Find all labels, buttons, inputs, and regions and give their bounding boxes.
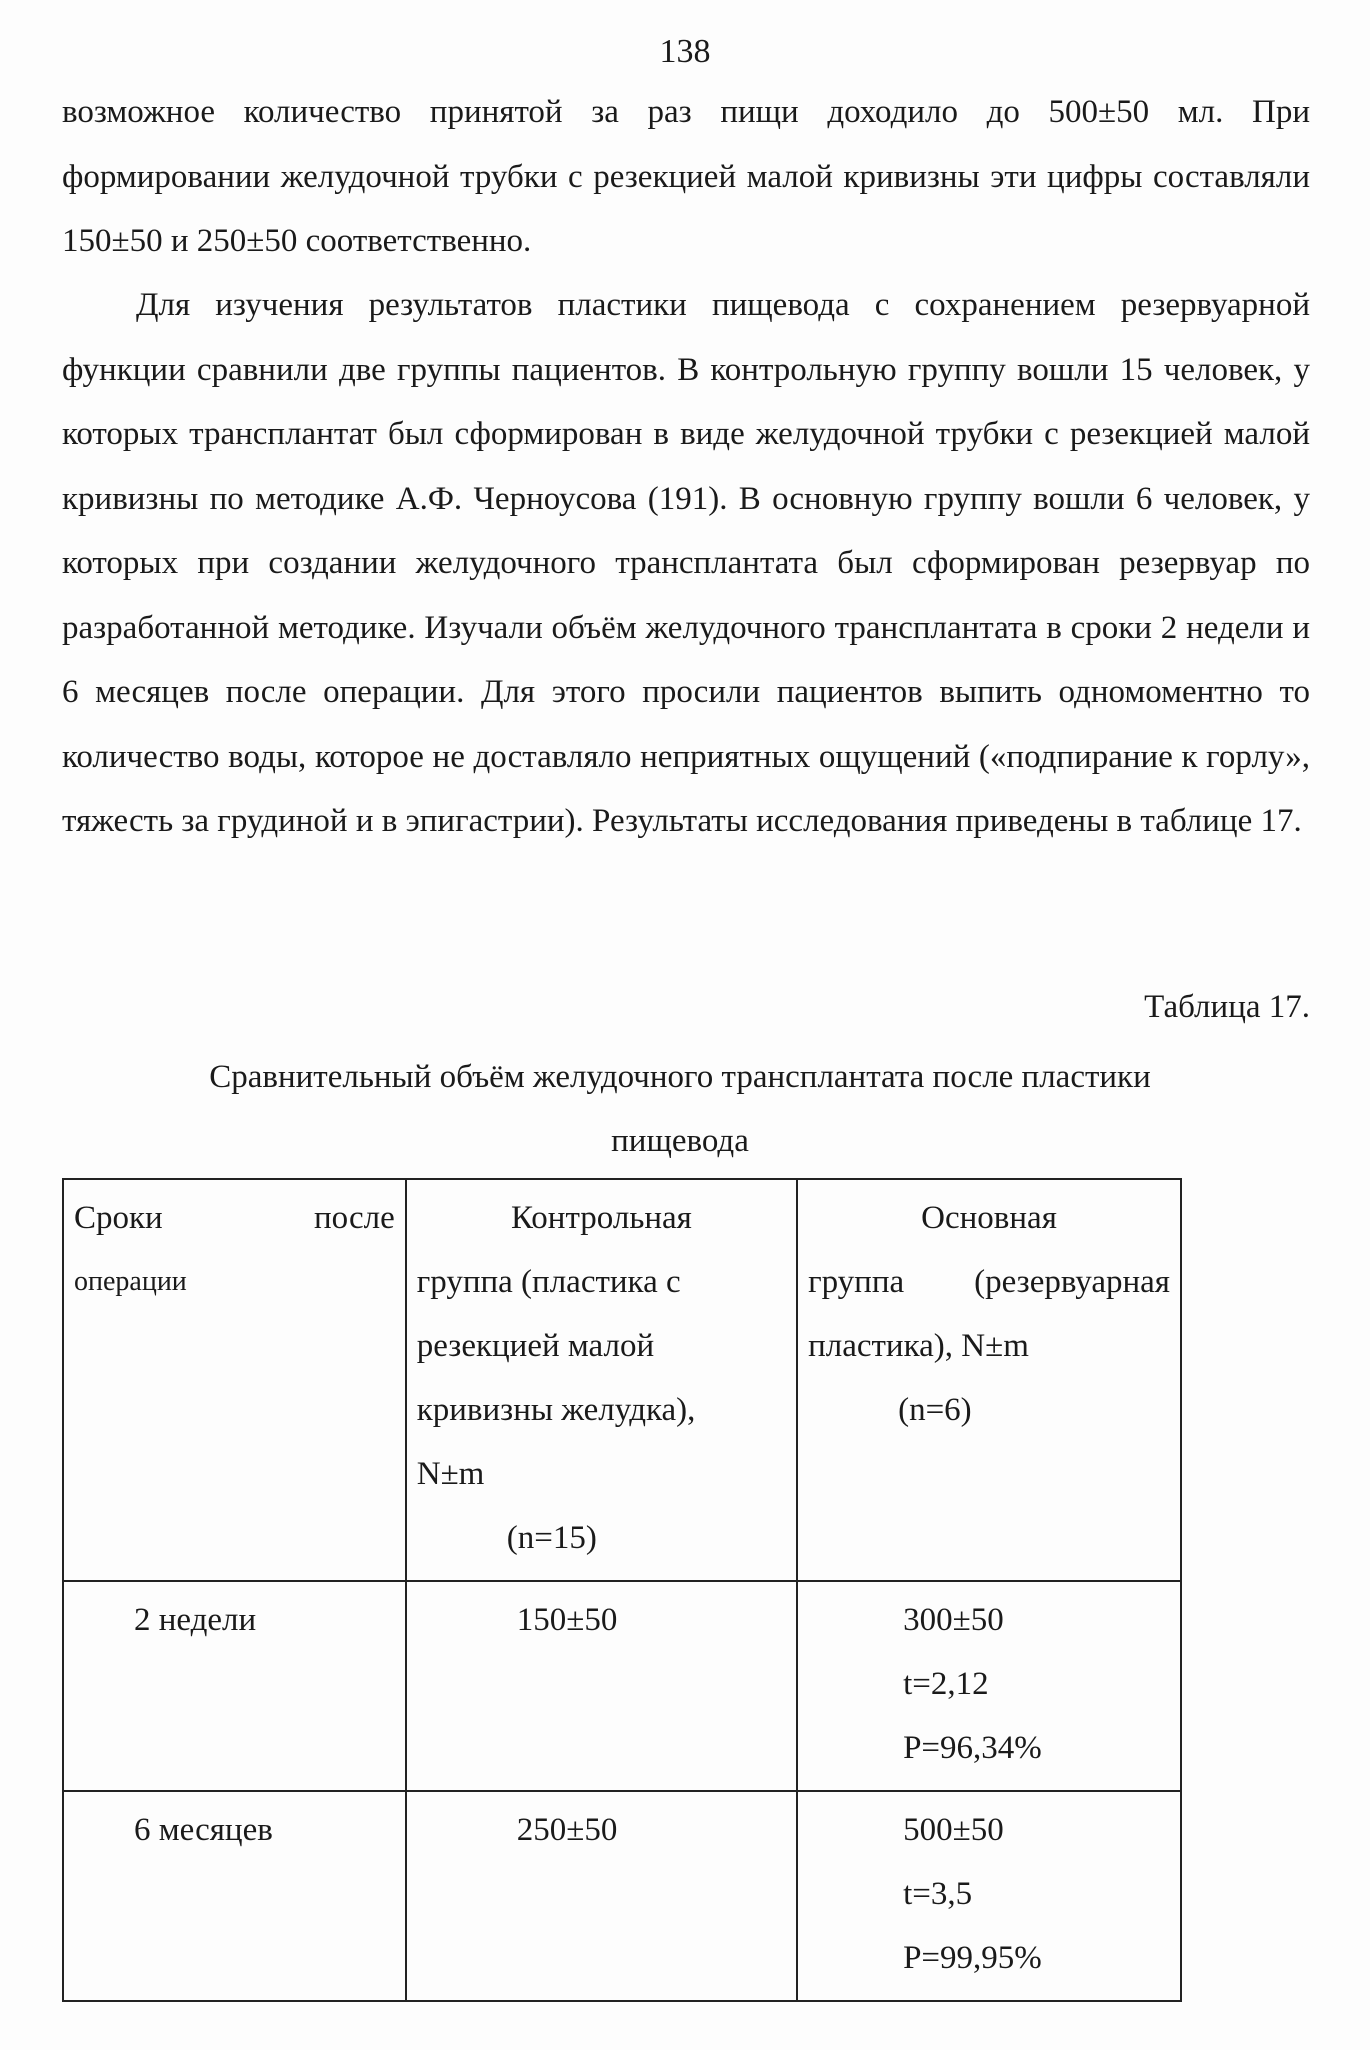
header-main-group: [797, 1179, 1181, 1581]
cell-main-t: t=3,5: [903, 1876, 973, 1912]
header-control-line-4: кривизны желудка),: [416, 1392, 696, 1428]
header-period-line-2: операции: [74, 1266, 187, 1297]
header-period-line-1: Сроки после: [74, 1200, 395, 1236]
header-control-line-1: Контрольная: [510, 1200, 692, 1236]
header-main-line-1: Основная: [921, 1200, 1057, 1236]
header-control-group: [406, 1179, 797, 1581]
table-title: Сравнительный объём желудочного трансплантата после пластики пищевода: [209, 1059, 1151, 1159]
paragraph-1: возможное количество принятой за раз пищи доходило до 500±50 мл. При формировании желудочной трубки с резекцией малой кривизны эти цифры составляли 150±50 и 250±50 соответственно.: [62, 94, 1310, 259]
cell-main-p: P=96,34%: [903, 1730, 1042, 1766]
comparison-table: [62, 1178, 1182, 2002]
cell-period: 2 недели: [63, 1581, 406, 1791]
header-control-line-3: резекцией малой: [416, 1328, 655, 1364]
cell-control: 250±50: [406, 1791, 797, 2001]
table-row: [63, 1791, 1181, 2001]
header-main-line-4: (n=6): [898, 1392, 972, 1428]
header-main-line-3: пластика), N±m: [808, 1328, 1029, 1364]
cell-period: 6 месяцев: [63, 1791, 406, 2001]
table-header-row: [63, 1179, 1181, 1581]
cell-control: 150±50: [406, 1581, 797, 1791]
table-row: [63, 1581, 1181, 1791]
header-control-line-6: (n=15): [506, 1520, 597, 1556]
table-label: Таблица 17.: [1144, 989, 1310, 1025]
cell-main-value: 300±50: [903, 1602, 1004, 1638]
paragraph-2: Для изучения результатов пластики пищевода с сохранением резервуарной функции сравнили две группы пациентов. В контрольную группу вошли 15 человек, у которых трансплантат был сформирован в виде желудочной трубки с резекцией малой кривизны по методике А.Ф. Черноусова (191). В основную группу вошли 6 человек, у которых при создании желудочного трансплантата был сформирован резервуар по разработанной методике. Изучали объём желудочного трансплантата в сроки 2 недели и 6 месяцев после операции. Для этого просили пациентов выпить одномоментно то количество воды, которое не доставляло неприятных ощущений («подпирание к горлу», тяжесть за грудиной и в эпигастрии). Результаты исследования приведены в таблице 17.: [62, 287, 1310, 839]
cell-main-value: 500±50: [903, 1812, 1004, 1848]
cell-main-t: t=2,12: [903, 1666, 989, 1702]
header-control-line-5: N±m: [416, 1456, 485, 1492]
cell-main-p: P=99,95%: [903, 1940, 1042, 1976]
page-number: 138: [659, 33, 711, 70]
cell-main: [797, 1791, 1181, 2001]
header-main-line-2: группа (резервуарная: [808, 1264, 1170, 1300]
header-period: [63, 1179, 406, 1581]
cell-main: [797, 1581, 1181, 1791]
header-control-line-2: группа (пластика с: [416, 1264, 681, 1300]
